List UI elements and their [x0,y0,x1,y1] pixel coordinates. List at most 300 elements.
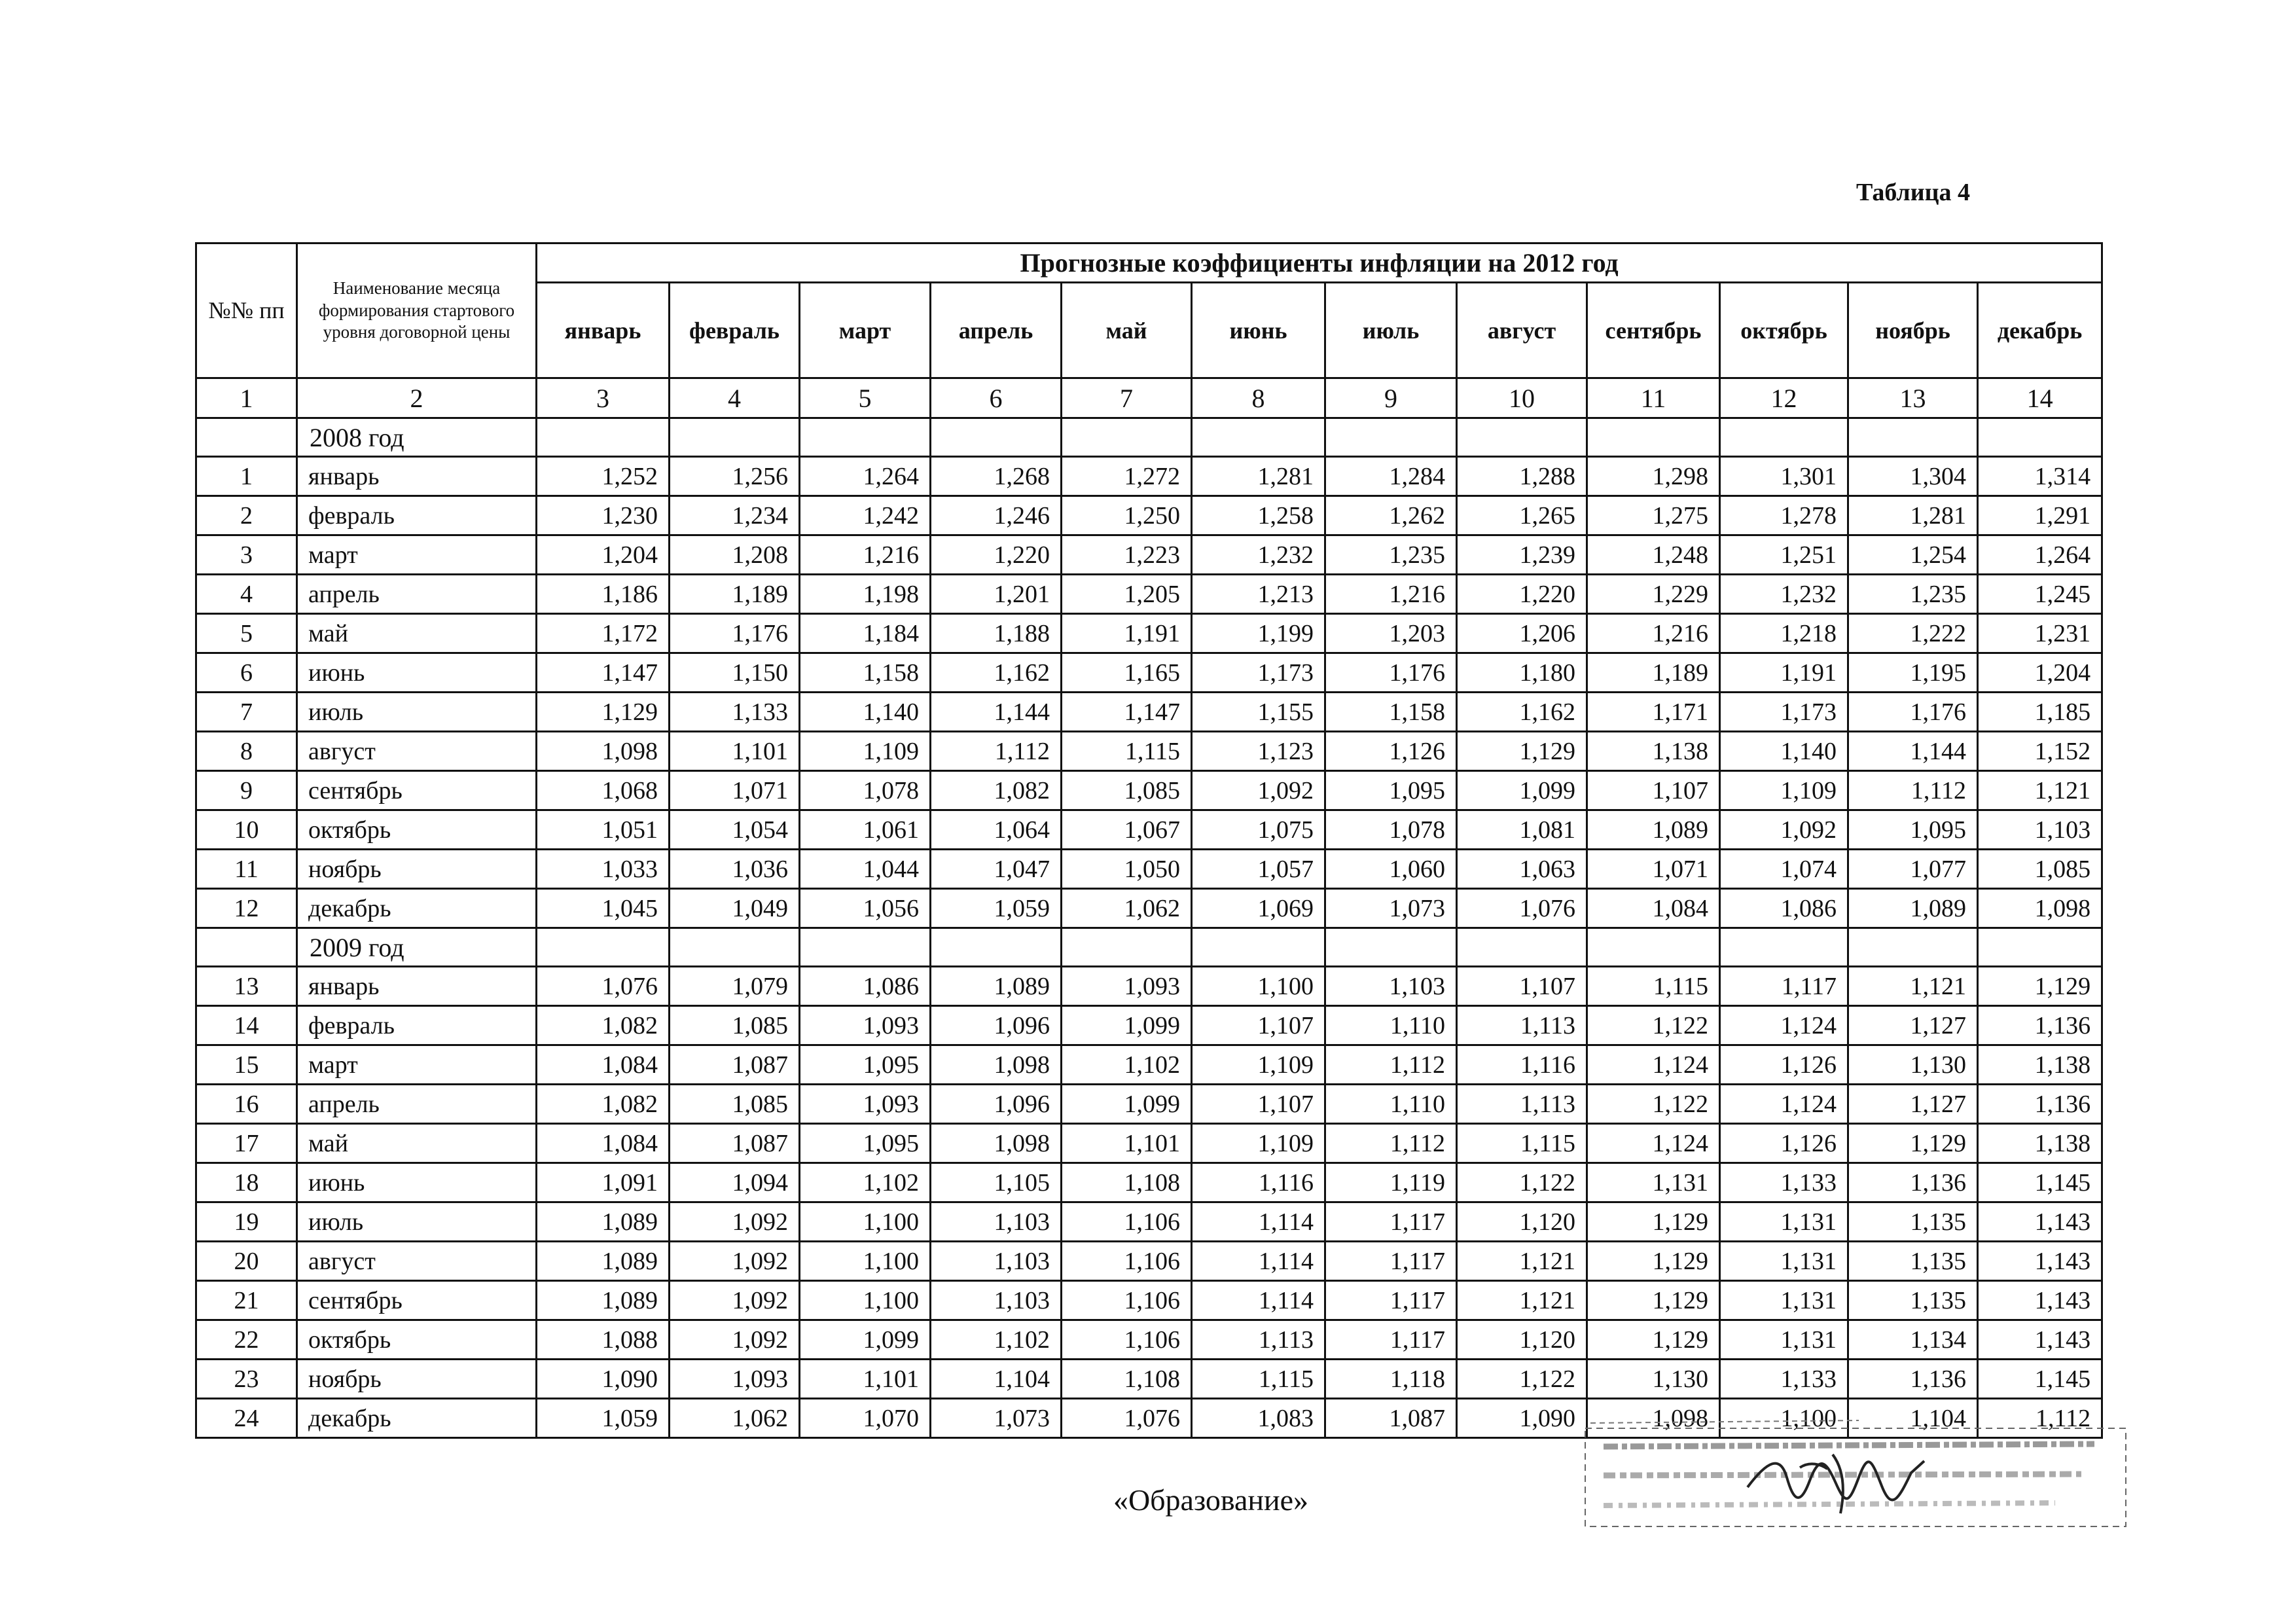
coefficient-cell: 1,093 [800,1085,931,1124]
empty-cell [800,418,931,457]
coefficient-cell: 1,122 [1587,1085,1720,1124]
empty-cell [1192,418,1325,457]
coefficient-cell: 1,106 [1062,1202,1192,1242]
coefficient-cell: 1,076 [537,967,670,1006]
coefficient-cell: 1,131 [1720,1281,1848,1320]
coefficient-cell: 1,314 [1978,457,2102,496]
coefficient-cell: 1,135 [1848,1242,1978,1281]
coefficient-cell: 1,087 [670,1124,800,1163]
coefficient-cell: 1,126 [1720,1124,1848,1163]
coefficient-cell: 1,114 [1192,1242,1325,1281]
coefficient-cell: 1,098 [1978,889,2102,928]
header-month-4: апрель [931,283,1062,378]
coefficient-cell: 1,078 [1325,810,1457,850]
coefficient-cell: 1,138 [1978,1045,2102,1085]
table-row [196,496,2102,535]
coefficient-cell: 1,085 [670,1006,800,1045]
coefficient-cell: 1,126 [1720,1045,1848,1085]
coefficient-cell: 1,110 [1325,1085,1457,1124]
coefficient-cell: 1,076 [1062,1399,1192,1438]
coefficient-cell: 1,131 [1587,1163,1720,1202]
empty-cell [1587,928,1720,967]
empty-cell [1978,418,2102,457]
coefficient-cell: 1,112 [1978,1399,2102,1438]
coefficient-cell: 1,085 [1062,771,1192,810]
empty-cell [670,928,800,967]
coefficient-cell: 1,121 [1848,967,1978,1006]
coefficient-cell: 1,095 [800,1045,931,1085]
coefficient-cell: 1,056 [800,889,931,928]
column-number-cell: 12 [1720,378,1848,418]
coefficient-cell: 1,173 [1192,653,1325,693]
year-section-row [196,418,2102,457]
coefficient-cell: 1,054 [670,810,800,850]
column-number-cell: 10 [1457,378,1587,418]
coefficient-cell: 1,147 [537,653,670,693]
coefficient-cell: 1,106 [1062,1281,1192,1320]
row-month-name: апрель [297,1085,537,1124]
coefficient-cell: 1,106 [1062,1320,1192,1360]
coefficient-cell: 1,113 [1192,1320,1325,1360]
column-number-row [196,378,2102,418]
table-row [196,1085,2102,1124]
coefficient-cell: 1,089 [537,1242,670,1281]
row-number: 15 [196,1045,297,1085]
coefficient-cell: 1,069 [1192,889,1325,928]
table-row [196,1006,2102,1045]
empty-cell [537,928,670,967]
row-month-name: май [297,614,537,653]
table-row [196,889,2102,928]
coefficient-cell: 1,239 [1457,535,1587,575]
empty-cell [1720,418,1848,457]
coefficient-cell: 1,117 [1325,1320,1457,1360]
coefficient-cell: 1,107 [1192,1006,1325,1045]
coefficient-cell: 1,044 [800,850,931,889]
coefficient-cell: 1,059 [537,1399,670,1438]
header-month-5: май [1062,283,1192,378]
coefficient-cell: 1,119 [1325,1163,1457,1202]
coefficient-cell: 1,291 [1978,496,2102,535]
coefficient-cell: 1,176 [670,614,800,653]
empty-cell [931,418,1062,457]
header-nn: №№ пп [196,244,297,378]
row-month-name: ноябрь [297,1360,537,1399]
coefficient-cell: 1,133 [670,693,800,732]
coefficient-cell: 1,245 [1978,575,2102,614]
coefficient-cell: 1,129 [1587,1202,1720,1242]
row-number: 11 [196,850,297,889]
coefficient-cell: 1,150 [670,653,800,693]
row-number: 16 [196,1085,297,1124]
empty-cell [1062,418,1192,457]
coefficient-cell: 1,162 [931,653,1062,693]
coefficient-cell: 1,288 [1457,457,1587,496]
column-number-cell: 2 [297,378,537,418]
coefficient-cell: 1,122 [1457,1360,1587,1399]
coefficient-cell: 1,101 [670,732,800,771]
coefficient-cell: 1,095 [800,1124,931,1163]
coefficient-cell: 1,045 [537,889,670,928]
coefficient-cell: 1,063 [1457,850,1587,889]
coefficient-cell: 1,188 [931,614,1062,653]
coefficient-cell: 1,268 [931,457,1062,496]
coefficient-cell: 1,113 [1457,1085,1587,1124]
row-number: 20 [196,1242,297,1281]
table-row [196,1045,2102,1085]
coefficient-cell: 1,232 [1720,575,1848,614]
table-row [196,457,2102,496]
row-month-name: февраль [297,1006,537,1045]
empty-cell [800,928,931,967]
row-month-name: январь [297,967,537,1006]
coefficient-cell: 1,102 [931,1320,1062,1360]
coefficient-cell: 1,082 [537,1085,670,1124]
coefficient-cell: 1,089 [537,1281,670,1320]
coefficient-cell: 1,114 [1192,1202,1325,1242]
coefficient-cell: 1,084 [1587,889,1720,928]
row-month-name: август [297,1242,537,1281]
coefficient-cell: 1,087 [670,1045,800,1085]
coefficient-cell: 1,121 [1457,1281,1587,1320]
coefficient-cell: 1,112 [1325,1045,1457,1085]
coefficient-cell: 1,275 [1587,496,1720,535]
coefficient-cell: 1,129 [1457,732,1587,771]
header-month-name: Наименование месяца формирования стартового уровня договорной цены [297,244,537,378]
coefficient-cell: 1,131 [1720,1320,1848,1360]
coefficient-cell: 1,112 [1848,771,1978,810]
coefficient-cell: 1,117 [1325,1281,1457,1320]
coefficient-cell: 1,071 [670,771,800,810]
coefficient-cell: 1,130 [1587,1360,1720,1399]
row-month-name: январь [297,457,537,496]
coefficient-cell: 1,251 [1720,535,1848,575]
coefficient-cell: 1,198 [800,575,931,614]
coefficient-cell: 1,213 [1192,575,1325,614]
coefficient-cell: 1,090 [1457,1399,1587,1438]
coefficient-cell: 1,284 [1325,457,1457,496]
coefficient-cell: 1,162 [1457,693,1587,732]
coefficient-cell: 1,122 [1457,1163,1587,1202]
empty-cell [1457,418,1587,457]
coefficient-cell: 1,185 [1978,693,2102,732]
coefficient-cell: 1,235 [1325,535,1457,575]
row-number: 9 [196,771,297,810]
coefficient-cell: 1,106 [1062,1242,1192,1281]
coefficient-cell: 1,108 [1062,1163,1192,1202]
coefficient-cell: 1,099 [800,1320,931,1360]
coefficient-cell: 1,124 [1587,1124,1720,1163]
coefficient-cell: 1,100 [1720,1399,1848,1438]
coefficient-cell: 1,033 [537,850,670,889]
coefficient-cell: 1,089 [537,1202,670,1242]
coefficient-cell: 1,304 [1848,457,1978,496]
coefficient-cell: 1,129 [537,693,670,732]
coefficient-cell: 1,147 [1062,693,1192,732]
coefficient-cell: 1,078 [800,771,931,810]
coefficient-cell: 1,205 [1062,575,1192,614]
coefficient-cell: 1,272 [1062,457,1192,496]
row-number: 5 [196,614,297,653]
row-month-name: ноябрь [297,850,537,889]
coefficient-cell: 1,140 [800,693,931,732]
year-label: 2008 год [297,418,537,457]
coefficient-cell: 1,103 [931,1281,1062,1320]
coefficient-cell: 1,093 [670,1360,800,1399]
header-month-9: сентябрь [1587,283,1720,378]
coefficient-cell: 1,229 [1587,575,1720,614]
row-number: 19 [196,1202,297,1242]
header-month-10: октябрь [1720,283,1848,378]
row-number: 17 [196,1124,297,1163]
row-number: 12 [196,889,297,928]
coefficient-cell: 1,222 [1848,614,1978,653]
row-month-name: декабрь [297,889,537,928]
coefficient-cell: 1,099 [1062,1006,1192,1045]
row-month-name: июнь [297,653,537,693]
coefficient-cell: 1,204 [537,535,670,575]
coefficient-cell: 1,265 [1457,496,1587,535]
coefficient-cell: 1,086 [1720,889,1848,928]
coefficient-cell: 1,082 [931,771,1062,810]
row-number: 10 [196,810,297,850]
coefficient-cell: 1,145 [1978,1163,2102,1202]
coefficient-cell: 1,071 [1587,850,1720,889]
coefficient-cell: 1,124 [1587,1045,1720,1085]
coefficient-cell: 1,135 [1848,1202,1978,1242]
coefficient-cell: 1,098 [931,1045,1062,1085]
coefficient-cell: 1,165 [1062,653,1192,693]
coefficient-cell: 1,092 [670,1320,800,1360]
coefficient-cell: 1,107 [1192,1085,1325,1124]
table-row [196,614,2102,653]
column-number-cell: 7 [1062,378,1192,418]
coefficient-cell: 1,079 [670,967,800,1006]
row-number: 4 [196,575,297,614]
coefficient-cell: 1,264 [1978,535,2102,575]
row-month-name: март [297,1045,537,1085]
coefficient-cell: 1,093 [800,1006,931,1045]
coefficient-cell: 1,075 [1192,810,1325,850]
table-row [196,1124,2102,1163]
coefficient-cell: 1,129 [1587,1320,1720,1360]
coefficient-cell: 1,049 [670,889,800,928]
column-number-cell: 1 [196,378,297,418]
coefficient-cell: 1,116 [1457,1045,1587,1085]
empty-cell [1062,928,1192,967]
coefficient-cell: 1,090 [537,1360,670,1399]
coefficient-cell: 1,092 [670,1242,800,1281]
coefficient-cell: 1,262 [1325,496,1457,535]
coefficient-cell: 1,099 [1457,771,1587,810]
coefficient-cell: 1,117 [1325,1242,1457,1281]
coefficient-cell: 1,089 [1848,889,1978,928]
coefficient-cell: 1,123 [1192,732,1325,771]
coefficient-cell: 1,144 [931,693,1062,732]
coefficient-cell: 1,104 [931,1360,1062,1399]
column-number-cell: 3 [537,378,670,418]
table-row [196,850,2102,889]
header-month-11: ноябрь [1848,283,1978,378]
coefficient-cell: 1,199 [1192,614,1325,653]
coefficient-cell: 1,281 [1848,496,1978,535]
row-number: 18 [196,1163,297,1202]
coefficient-cell: 1,107 [1457,967,1587,1006]
coefficient-cell: 1,104 [1848,1399,1978,1438]
header-month-12: декабрь [1978,283,2102,378]
coefficient-cell: 1,124 [1720,1085,1848,1124]
coefficient-cell: 1,115 [1587,967,1720,1006]
coefficient-cell: 1,152 [1978,732,2102,771]
table-row [196,653,2102,693]
coefficient-cell: 1,093 [1062,967,1192,1006]
approval-stamp [1584,1415,2127,1546]
coefficient-cell: 1,176 [1325,653,1457,693]
coefficient-cell: 1,113 [1457,1006,1587,1045]
coefficient-cell: 1,081 [1457,810,1587,850]
coefficient-cell: 1,250 [1062,496,1192,535]
coefficient-cell: 1,076 [1457,889,1587,928]
coefficient-cell: 1,135 [1848,1281,1978,1320]
coefficient-cell: 1,301 [1720,457,1848,496]
coefficient-cell: 1,084 [537,1124,670,1163]
row-month-name: октябрь [297,810,537,850]
coefficient-cell: 1,100 [800,1242,931,1281]
coefficient-cell: 1,186 [537,575,670,614]
coefficient-cell: 1,098 [537,732,670,771]
coefficient-cell: 1,248 [1587,535,1720,575]
row-month-name: июнь [297,1163,537,1202]
empty-cell [1978,928,2102,967]
coefficient-cell: 1,252 [537,457,670,496]
coefficient-cell: 1,145 [1978,1360,2102,1399]
coefficient-cell: 1,103 [1325,967,1457,1006]
coefficient-cell: 1,204 [1978,653,2102,693]
coefficient-cell: 1,133 [1720,1163,1848,1202]
header-month-7: июль [1325,283,1457,378]
coefficient-cell: 1,208 [670,535,800,575]
coefficient-cell: 1,230 [537,496,670,535]
coefficient-cell: 1,130 [1848,1045,1978,1085]
coefficient-cell: 1,067 [1062,810,1192,850]
coefficient-cell: 1,143 [1978,1242,2102,1281]
coefficient-cell: 1,126 [1325,732,1457,771]
coefficient-cell: 1,115 [1192,1360,1325,1399]
coefficient-cell: 1,242 [800,496,931,535]
coefficient-cell: 1,112 [931,732,1062,771]
coefficient-cell: 1,100 [800,1202,931,1242]
header-month-6: июнь [1192,283,1325,378]
row-number: 24 [196,1399,297,1438]
coefficient-cell: 1,254 [1848,535,1978,575]
coefficient-cell: 1,143 [1978,1281,2102,1320]
inflation-coefficients-table [195,242,2103,1439]
coefficient-cell: 1,136 [1848,1360,1978,1399]
coefficient-cell: 1,094 [670,1163,800,1202]
coefficient-cell: 1,062 [670,1399,800,1438]
table-body [196,418,2102,1438]
row-number: 8 [196,732,297,771]
row-number: 21 [196,1281,297,1320]
coefficient-cell: 1,131 [1720,1202,1848,1242]
row-month-name: октябрь [297,1320,537,1360]
table-row [196,810,2102,850]
coefficient-cell: 1,082 [537,1006,670,1045]
column-number-cell: 13 [1848,378,1978,418]
table-row [196,967,2102,1006]
empty-cell [1325,928,1457,967]
row-number: 22 [196,1320,297,1360]
coefficient-cell: 1,061 [800,810,931,850]
coefficient-cell: 1,129 [1978,967,2102,1006]
coefficient-cell: 1,112 [1325,1124,1457,1163]
row-number: 2 [196,496,297,535]
coefficient-cell: 1,201 [931,575,1062,614]
coefficient-cell: 1,118 [1325,1360,1457,1399]
coefficient-cell: 1,098 [1587,1399,1720,1438]
coefficient-cell: 1,103 [931,1202,1062,1242]
coefficient-cell: 1,131 [1720,1242,1848,1281]
coefficient-cell: 1,092 [1720,810,1848,850]
row-month-name: февраль [297,496,537,535]
coefficient-cell: 1,115 [1457,1124,1587,1163]
table-row [196,1242,2102,1281]
year-section-row [196,928,2102,967]
coefficient-cell: 1,189 [670,575,800,614]
coefficient-cell: 1,084 [537,1045,670,1085]
coefficient-cell: 1,095 [1848,810,1978,850]
coefficient-cell: 1,127 [1848,1006,1978,1045]
coefficient-cell: 1,246 [931,496,1062,535]
coefficient-cell: 1,073 [1325,889,1457,928]
coefficient-cell: 1,264 [800,457,931,496]
coefficient-cell: 1,089 [931,967,1062,1006]
coefficient-cell: 1,102 [800,1163,931,1202]
table-row [196,1360,2102,1399]
row-number: 1 [196,457,297,496]
coefficient-cell: 1,057 [1192,850,1325,889]
empty-cell [1848,418,1978,457]
coefficient-cell: 1,158 [800,653,931,693]
coefficient-cell: 1,220 [931,535,1062,575]
table-label: Таблица 4 [1856,179,1970,206]
row-number: 13 [196,967,297,1006]
coefficient-cell: 1,298 [1587,457,1720,496]
coefficient-cell: 1,077 [1848,850,1978,889]
coefficient-cell: 1,109 [1192,1124,1325,1163]
row-month-name: май [297,1124,537,1163]
column-number-cell: 5 [800,378,931,418]
coefficient-cell: 1,087 [1325,1399,1457,1438]
coefficient-cell: 1,144 [1848,732,1978,771]
coefficient-cell: 1,171 [1587,693,1720,732]
table-row [196,732,2102,771]
coefficient-cell: 1,050 [1062,850,1192,889]
coefficient-cell: 1,064 [931,810,1062,850]
coefficient-cell: 1,116 [1192,1163,1325,1202]
table-row [196,1202,2102,1242]
coefficient-cell: 1,060 [1325,850,1457,889]
row-month-name: декабрь [297,1399,537,1438]
coefficient-cell: 1,103 [1978,810,2102,850]
column-number-cell: 11 [1587,378,1720,418]
coefficient-cell: 1,085 [670,1085,800,1124]
row-number: 23 [196,1360,297,1399]
row-month-name: апрель [297,575,537,614]
coefficient-cell: 1,096 [931,1085,1062,1124]
row-month-name: сентябрь [297,1281,537,1320]
coefficient-cell: 1,105 [931,1163,1062,1202]
